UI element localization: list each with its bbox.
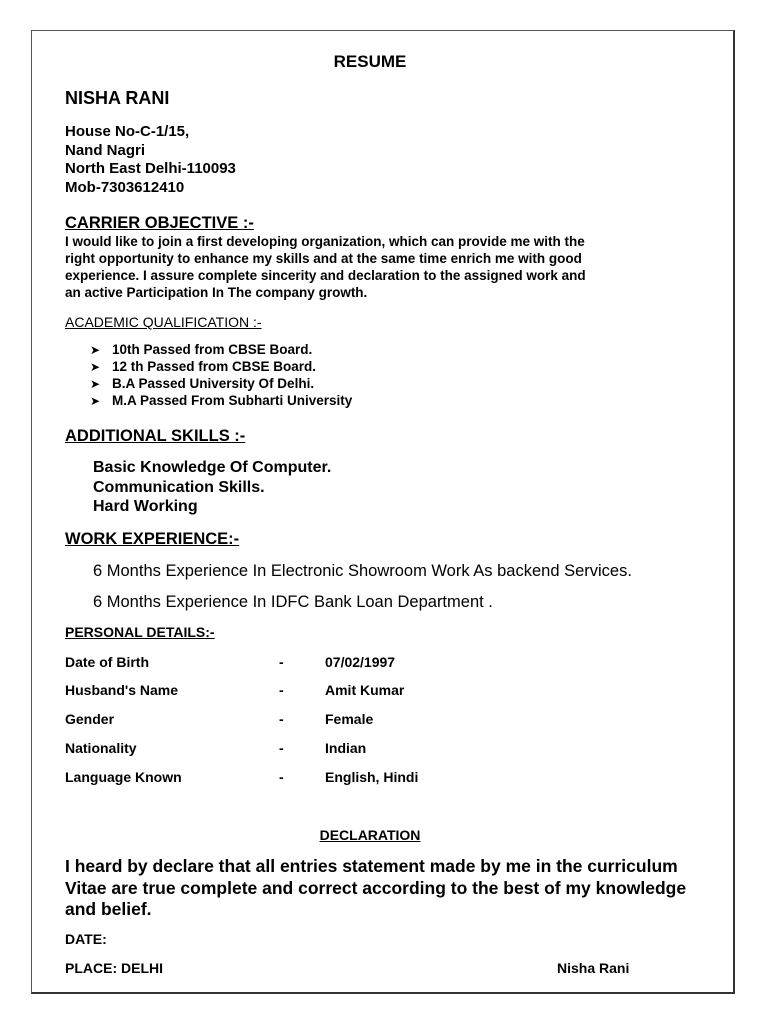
work-item: 6 Months Experience In IDFC Bank Loan Department . xyxy=(93,593,493,611)
date-label: DATE: xyxy=(65,931,107,947)
mobile-number: Mob-7303612410 xyxy=(65,179,185,196)
document-title: RESUME xyxy=(333,52,407,71)
personal-heading: PERSONAL DETAILS:- xyxy=(65,624,215,640)
qualification-text: 12 th Passed from CBSE Board. xyxy=(112,359,317,374)
row-separator: - xyxy=(279,654,284,670)
address-line: North East Delhi-110093 xyxy=(65,160,236,177)
signature-name: Nisha Rani xyxy=(557,960,630,976)
row-separator: - xyxy=(279,682,284,698)
objective-line: experience. I assure complete sincerity and declaration to the assigned work and xyxy=(65,268,586,283)
objective-line: an active Participation In The company growth. xyxy=(65,285,368,300)
dob-value: 07/02/1997 xyxy=(325,654,396,670)
work-heading: WORK EXPERIENCE:- xyxy=(65,530,240,548)
row-separator: - xyxy=(279,711,284,727)
qualification-text: 10th Passed from CBSE Board. xyxy=(112,342,313,357)
place-label: PLACE: DELHI xyxy=(65,960,163,976)
arrow-bullet-icon: ➤ xyxy=(90,393,101,408)
qualification-text: M.A Passed From Subharti University xyxy=(112,393,353,408)
nationality-label: Nationality xyxy=(65,740,137,756)
qualification-item xyxy=(90,393,352,408)
address-line: House No-C-1/15, xyxy=(65,123,190,140)
row-separator: - xyxy=(279,769,284,785)
arrow-bullet-icon: ➤ xyxy=(90,342,101,357)
academic-heading: ACADEMIC QUALIFICATION :- xyxy=(65,314,262,330)
nationality-value: Indian xyxy=(325,740,367,756)
objective-heading: CARRIER OBJECTIVE :- xyxy=(65,214,254,232)
row-separator: - xyxy=(279,740,284,756)
objective-line: right opportunity to enhance my skills and at the same time enrich me with good xyxy=(65,251,582,266)
qualification-item xyxy=(90,376,314,391)
skills-heading: ADDITIONAL SKILLS :- xyxy=(65,427,246,445)
skill-item: Hard Working xyxy=(93,498,198,515)
objective-line: I would like to join a first developing organization, which can provide me with the xyxy=(65,234,585,249)
address-line: Nand Nagri xyxy=(65,142,146,159)
dob-label: Date of Birth xyxy=(65,654,149,670)
qualification-text: B.A Passed University Of Delhi. xyxy=(112,376,315,391)
skill-item: Communication Skills. xyxy=(93,479,265,496)
applicant-name: NISHA RANI xyxy=(65,88,170,108)
language-value: English, Hindi xyxy=(325,769,419,785)
declaration-heading: DECLARATION xyxy=(319,827,421,843)
qualification-item xyxy=(90,342,312,357)
gender-value: Female xyxy=(325,711,374,727)
arrow-bullet-icon: ➤ xyxy=(90,359,101,374)
language-label: Language Known xyxy=(65,769,182,785)
declaration-text: I heard by declare that all entries statement made by me in the curriculum Vitae are true complete and correct according to the best of my knowledge and belief. xyxy=(65,856,687,919)
arrow-bullet-icon: ➤ xyxy=(90,376,101,391)
skill-item: Basic Knowledge Of Computer. xyxy=(93,459,332,476)
husband-value: Amit Kumar xyxy=(325,682,405,698)
work-item: 6 Months Experience In Electronic Showroom Work As backend Services. xyxy=(93,562,632,580)
gender-label: Gender xyxy=(65,711,115,727)
husband-label: Husband's Name xyxy=(65,682,179,698)
qualification-item xyxy=(90,359,316,374)
